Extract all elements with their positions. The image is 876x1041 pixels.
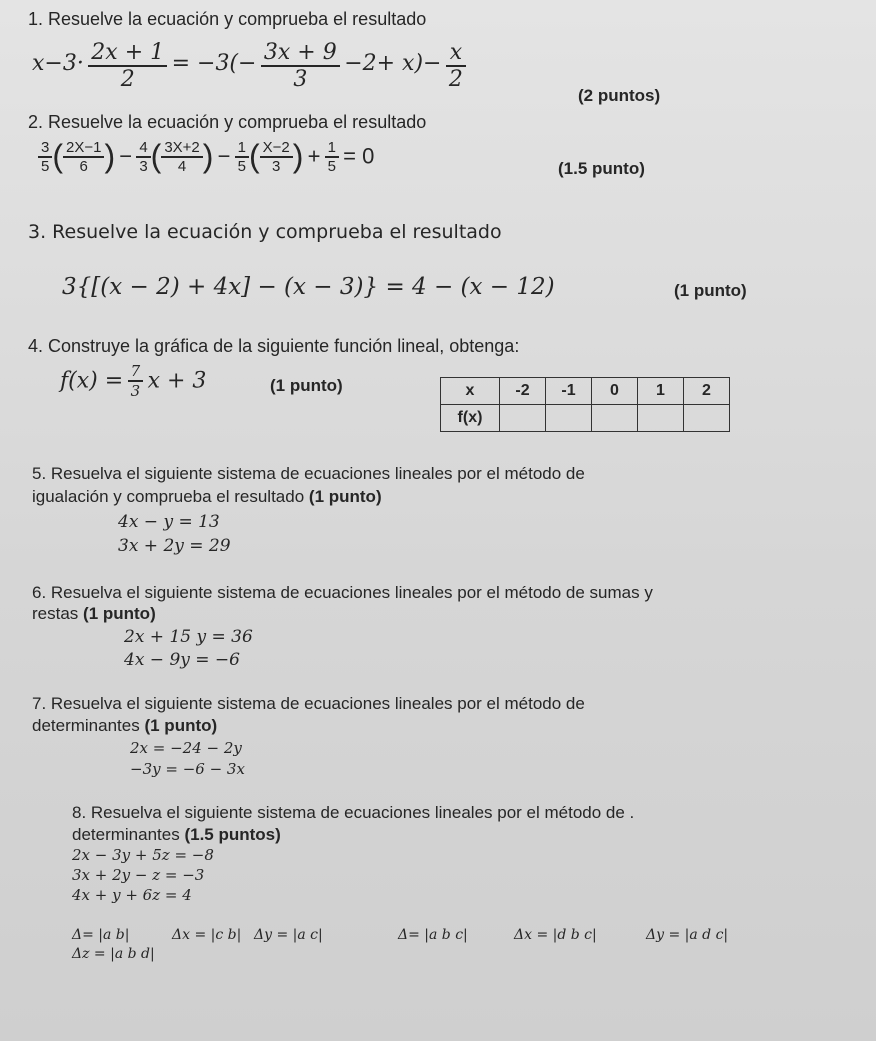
q4-frac: $\frac{7}{3}$ — [128, 362, 144, 400]
q2-coef2: $\frac{4}{3}$ — [136, 139, 150, 175]
q3-title: 3. Resuelve la ecuación y comprueba el resultado — [28, 221, 502, 243]
q2-rhs: = 0 — [343, 143, 375, 169]
q5-points: (1 punto) — [308, 487, 382, 506]
table-cell-empty[interactable] — [500, 405, 546, 432]
q6-eq2: 4x − 9y = −6 — [124, 650, 240, 670]
table-cell-empty[interactable] — [592, 405, 638, 432]
q6-title-line2: restas (1 punto) — [32, 604, 156, 623]
q4-title: 4. Construye la gráfica de la siguiente función lineal, obtenga: — [28, 336, 520, 356]
table-cell: x — [441, 378, 500, 405]
q5-eq2: 3x + 2y = 29 — [118, 536, 231, 556]
q8-title-line1: 8. Resuelva el siguiente sistema de ecuaciones lineales por el método de . — [72, 803, 635, 822]
table-cell: 1 — [638, 378, 684, 405]
q8-det-delta-x: Δx = |c b| — [172, 927, 242, 943]
q7-title-line1: 7. Resuelva el siguiente sistema de ecuaciones lineales por el método de — [32, 694, 585, 713]
q4-points: (1 punto) — [270, 376, 343, 395]
q8-title-line2: determinantes (1.5 puntos) — [72, 825, 281, 844]
q1-frac3: $\frac{x}{2}$ — [446, 40, 466, 92]
q3-equation: 3{[(x − 2) + 4x] − (x − 3)} = 4 − (x − 12) — [62, 274, 555, 300]
q7-title-line2: determinantes (1 punto) — [32, 716, 218, 735]
table-cell: 0 — [592, 378, 638, 405]
q5-title-line2: igualación y comprueba el resultado (1 punto) — [32, 487, 382, 506]
q4-function: f(x) = $\frac{7}{3}$ x + 3 — [60, 362, 207, 400]
q2-inner1: $\frac{2X-1}{6}$ — [63, 139, 104, 175]
q6-points: (1 punto) — [83, 604, 156, 623]
table-cell-empty[interactable] — [684, 405, 730, 432]
q5-title-line1: 5. Resuelva el siguiente sistema de ecuaciones lineales por el método de — [32, 464, 585, 483]
q8-det-delta-z: Δz = |a b d| — [72, 946, 155, 962]
table-cell: -1 — [546, 378, 592, 405]
q2-coef4: $\frac{1}{5}$ — [325, 139, 339, 175]
q6-title-line1: 6. Resuelva el siguiente sistema de ecuaciones lineales por el método de sumas y — [32, 583, 653, 602]
q7-eq2: −3y = −6 − 3x — [130, 760, 245, 778]
q8-det-delta-x-3: Δx = |d b c| — [514, 927, 597, 943]
table-cell: 2 — [684, 378, 730, 405]
q2-title: 2. Resuelve la ecuación y comprueba el resultado — [28, 112, 427, 132]
table-cell: -2 — [500, 378, 546, 405]
table-row — [441, 378, 730, 405]
q1-title: 1. Resuelve la ecuación y comprueba el resultado — [28, 9, 427, 29]
q8-eq2: 3x + 2y − z = −3 — [72, 866, 205, 884]
q6-eq1: 2x + 15 y = 36 — [124, 627, 253, 647]
q7-eq1: 2x = −24 − 2y — [130, 739, 242, 757]
table-cell: f(x) — [441, 405, 500, 432]
q1-frac2: $\frac{3x + 9}{3}$ — [261, 40, 340, 92]
table-row — [441, 405, 730, 432]
q8-eq1: 2x − 3y + 5z = −8 — [72, 846, 214, 864]
q8-eq3: 4x + y + 6z = 4 — [72, 886, 192, 904]
q1-points: (2 puntos) — [578, 86, 661, 105]
table-cell-empty[interactable] — [638, 405, 684, 432]
q2-inner2: $\frac{3X+2}{4}$ — [161, 139, 202, 175]
q3-points: (1 punto) — [674, 281, 747, 300]
q2-points: (1.5 punto) — [558, 159, 645, 178]
q1-tail: −2+ x)− — [344, 51, 442, 77]
q4-value-table — [440, 377, 730, 432]
q8-det-delta-y: Δy = |a c| — [254, 927, 323, 943]
q5-eq1: 4x − y = 13 — [118, 512, 220, 532]
q8-points: (1.5 puntos) — [184, 825, 281, 844]
q1-lhs: x−3· — [32, 51, 84, 77]
q2-coef3: $\frac{1}{5}$ — [235, 139, 249, 175]
q1-mid: = −3(− — [171, 51, 257, 77]
q8-det-delta-y-3: Δy = |a d c| — [646, 927, 729, 943]
q8-det-delta-3: Δ= |a b c| — [398, 927, 468, 943]
q2-inner3: $\frac{X-2}{3}$ — [260, 139, 293, 175]
q8-det-delta: Δ= |a b| — [72, 927, 130, 943]
table-cell-empty[interactable] — [546, 405, 592, 432]
q2-coef1: $\frac{3}{5}$ — [38, 139, 52, 175]
q7-points: (1 punto) — [144, 716, 218, 735]
q1-frac1: $\frac{2x + 1}{2}$ — [88, 40, 167, 92]
q2-equation: $\frac{3}{5}$ ( $\frac{2X-1}{6}$ ) − $\frac{4}{3}$ ( $\frac{3X+2}{4}$ ) − $\frac{1}{5}$ ( $\frac{X-2}{3}$ ) + $\frac{1}{5}$ = 0 — [38, 138, 374, 175]
q1-equation — [32, 40, 466, 92]
